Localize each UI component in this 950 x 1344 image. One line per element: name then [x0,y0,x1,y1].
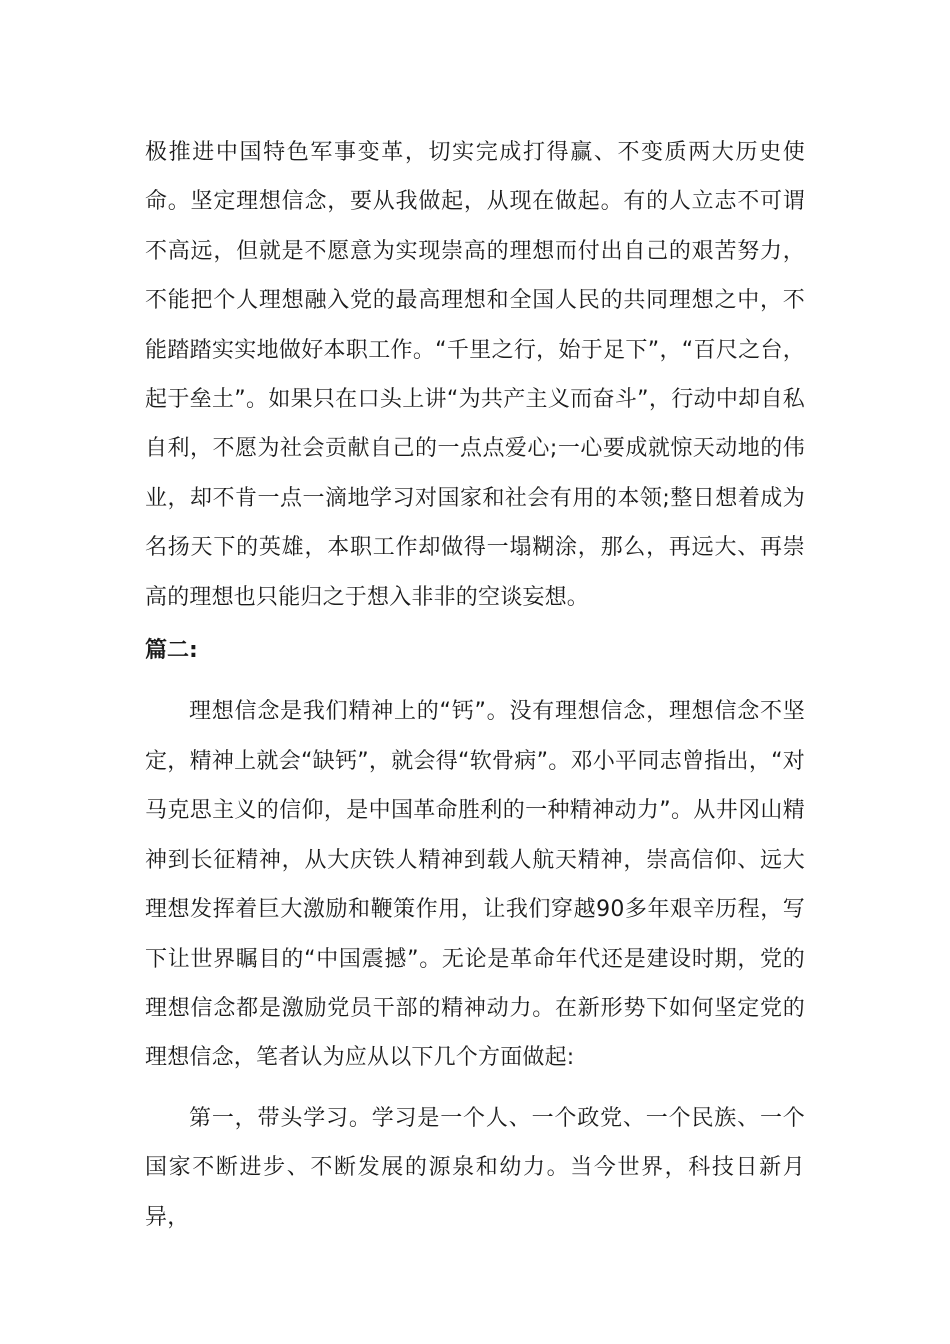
section-heading: 篇二: [145,638,198,664]
section-paragraph-2: 第一，带头学习。学习是一个人、一个政党、一个民族、一个国家不断进步、不断发展的源泉和幼力。当今世界，科技日新月异， [145,1105,805,1230]
section-paragraph-1: 理想信念是我们精神上的“钙”。没有理想信念，理想信念不坚定，精神上就会“缺钙”，就会得“软骨病”。邓小平同志曾指出，“对马克思主义的信仰，是中国革命胜利的一种精神动力”。从井冈山精神到长征精神，从大庆铁人精神到载人航天精神，崇高信仰、远大理想发挥着巨大激励和鞭策作用，让我们穿越90多年艰辛历程，写下让世界瞩目的“中国震撼”。无论是革命年代还是建设时期，党的理想信念都是激励党员干部的精神动力。在新形势下如何坚定党的理想信念，笔者认为应从以下几个方面做起: [145,699,805,1071]
intro-paragraph: 极推进中国特色军事变革，切实完成打得赢、不变质两大历史使命。坚定理想信念，要从我做起，从现在做起。有的人立志不可谓不高远，但就是不愿意为实现崇高的理想而付出自己的艰苦努力，不能把个人理想融入党的最高理想和全国人民的共同理想之中，不能踏踏实实地做好本职工作。“千里之行，始于足下”，“百尺之台，起于垒土”。如果只在口头上讲“为共产主义而奋斗”，行动中却自私自利，不愿为社会贡献自己的一点点爱心;一心要成就惊天动地的伟业，却不肯一点一滴地学习对国家和社会有用的本领;整日想着成为名扬天下的英雄，本职工作却做得一塌糊涂，那么，再远大、再崇高的理想也只能归之于想入非非的空谈妄想。 [145,140,805,610]
document-body [145,128,805,1242]
